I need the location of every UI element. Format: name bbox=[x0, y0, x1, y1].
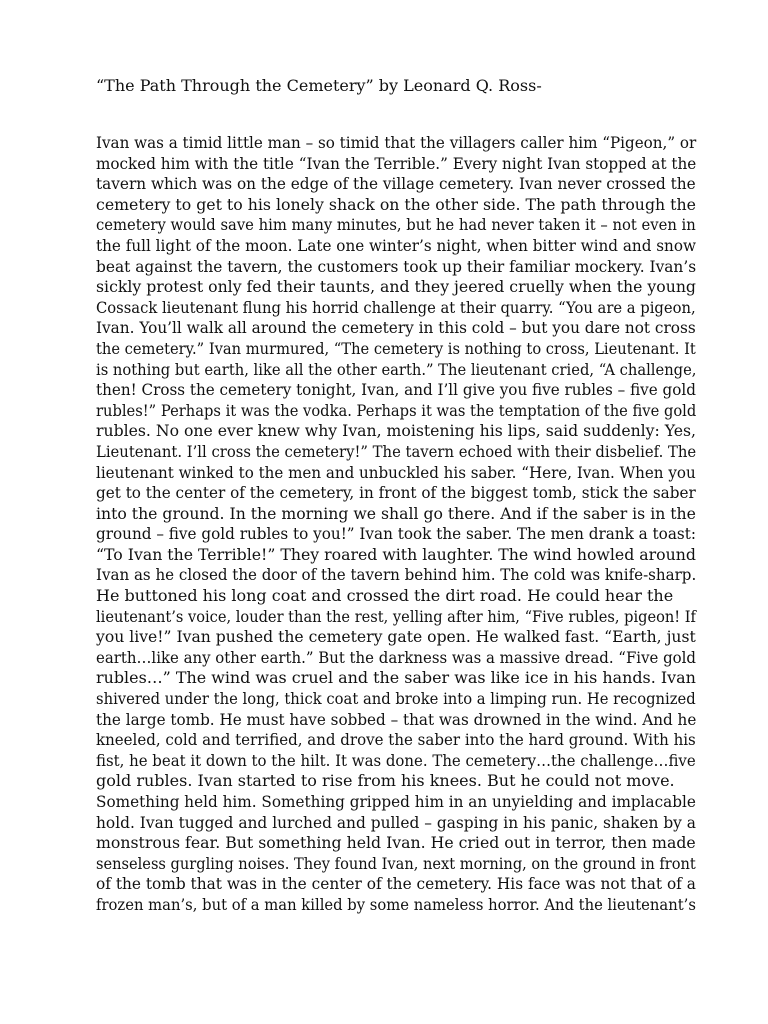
story-line: get to the center of the cemetery, in front of the biggest tomb, stick the saber bbox=[96, 483, 696, 503]
story-line: hold. Ivan tugged and lurched and pulled – gasping in his panic, shaken by a bbox=[96, 812, 696, 832]
story-line: “To Ivan the Terrible!” They roared with laughter. The wind howled around bbox=[96, 544, 696, 564]
story-line: of the tomb that was in the center of the cemetery. His face was not that of a bbox=[96, 874, 696, 894]
story-line: shivered under the long, thick coat and broke into a limping run. He recognized bbox=[96, 689, 696, 709]
story-line: lieutenant’s voice, louder than the rest, yelling after him, “Five rubles, pigeon! If bbox=[96, 606, 696, 626]
story-line: monstrous fear. But something held Ivan. He cried out in terror, then made bbox=[96, 833, 696, 853]
story-line: tavern which was on the edge of the village cemetery. Ivan never crossed the bbox=[96, 174, 696, 194]
story-line: the cemetery.” Ivan murmured, “The cemetery is nothing to cross, Lieutenant. It bbox=[96, 338, 696, 358]
story-line: beat against the tavern, the customers took up their familiar mockery. Ivan’s bbox=[96, 256, 697, 276]
story-line: the large tomb. He must have sobbed – that was drowned in the wind. And he bbox=[96, 709, 697, 729]
story-line: frozen man’s, but of a man killed by some nameless horror. And the lieutenant’s bbox=[96, 894, 696, 914]
story-line: ground – five gold rubles to you!” Ivan took the saber. The men drank a toast: bbox=[96, 524, 696, 544]
story-line: the full light of the moon. Late one winter’s night, when bitter wind and snow bbox=[96, 235, 696, 255]
story-line: rubles!” Perhaps it was the vodka. Perhaps it was the temptation of the five gold bbox=[96, 400, 697, 420]
story-line: Ivan was a timid little man – so timid that the villagers caller him “Pigeon,” or bbox=[96, 133, 697, 152]
story-line: He buttoned his long coat and crossed the dirt road. He could hear the bbox=[96, 586, 674, 606]
story-line: Ivan. You’ll walk all around the cemetery in this cold – but you dare not cross bbox=[96, 318, 696, 338]
story-line: fist, he beat it down to the hilt. It was done. The cemetery…the challenge…five bbox=[96, 750, 696, 770]
story-line: you live!” Ivan pushed the cemetery gate open. He walked fast. “Earth, just bbox=[96, 627, 696, 647]
story-line: senseless gurgling noises. They found Ivan, next morning, on the ground in front bbox=[96, 853, 696, 873]
story-line: mocked him with the title “Ivan the Terrible.” Every night Ivan stopped at the bbox=[96, 153, 697, 173]
story-line: lieutenant winked to the men and unbuckled his saber. “Here, Ivan. When you bbox=[96, 462, 696, 482]
document-title: “The Path Through the Cemetery” by Leonard Q. Ross- bbox=[96, 76, 542, 95]
story-line: Cossack lieutenant flung his horrid challenge at their quarry. “You are a pigeon, bbox=[96, 297, 696, 317]
story-line: kneeled, cold and terrified, and drove the saber into the hard ground. With his bbox=[96, 730, 696, 750]
story-line: into the ground. In the morning we shall go there. And if the saber is in the bbox=[96, 503, 696, 523]
story-line: sickly protest only fed their taunts, and they jeered cruelly when the young bbox=[96, 277, 696, 297]
story-line: is nothing but earth, like all the other earth.” The lieutenant cried, “A challenge, bbox=[96, 359, 697, 379]
story-line: rubles. No one ever knew why Ivan, moistening his lips, said suddenly: Yes, bbox=[96, 421, 697, 441]
story-line: Something held him. Something gripped him in an unyielding and implacable bbox=[96, 792, 696, 811]
story-line: earth…like any other earth.” But the darkness was a massive dread. “Five gold bbox=[96, 647, 696, 667]
story-line: cemetery would save him many minutes, but he had never taken it – not even in bbox=[96, 215, 696, 235]
story-line: rubles…” The wind was cruel and the saber was like ice in his hands. Ivan bbox=[96, 668, 696, 688]
story-line: Lieutenant. I’ll cross the cemetery!” The tavern echoed with their disbelief. The bbox=[96, 441, 697, 461]
story-body bbox=[96, 133, 696, 916]
story-line: cemetery to get to his lonely shack on the other side. The path through the bbox=[96, 194, 696, 214]
story-line: then! Cross the cemetery tonight, Ivan, and I’ll give you five rubles – five gold bbox=[96, 380, 696, 400]
story-line: Ivan as he closed the door of the tavern behind him. The cold was knife-sharp. bbox=[96, 565, 697, 585]
story-line: gold rubles. Ivan started to rise from his knees. But he could not move. bbox=[96, 771, 675, 791]
